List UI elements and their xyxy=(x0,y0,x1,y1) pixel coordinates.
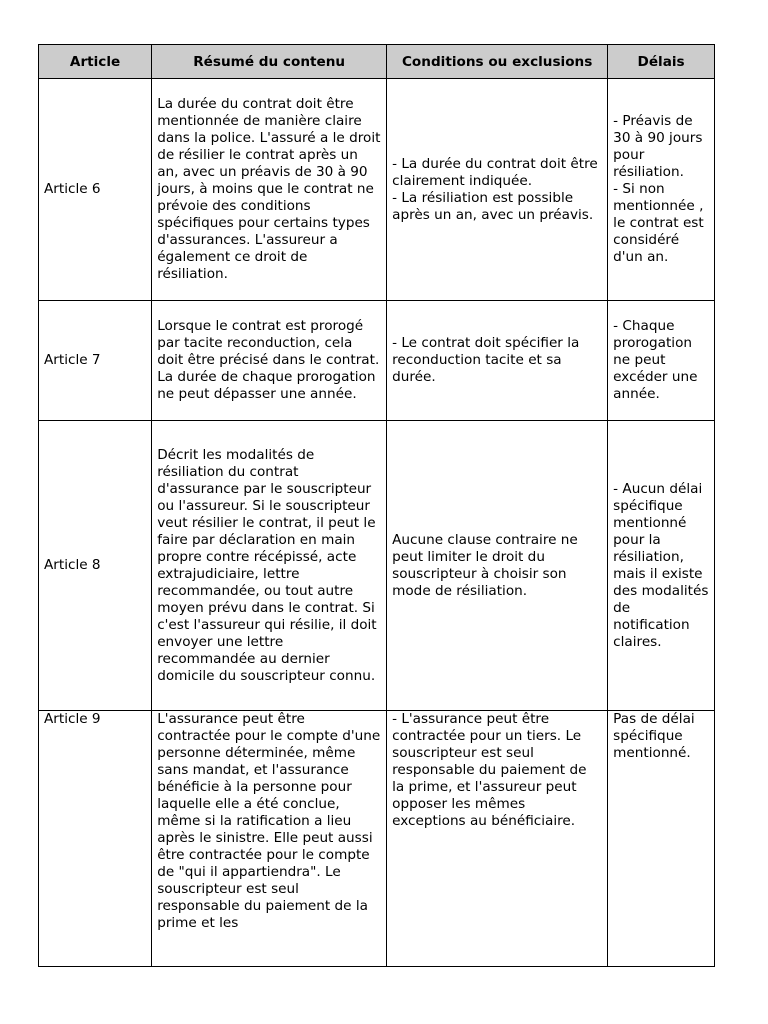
table-header-row xyxy=(39,45,715,79)
contract-articles-table xyxy=(38,44,715,967)
cell-article: Article 7 xyxy=(39,301,152,421)
cell-delais: - Préavis de 30 à 90 jours pour résiliation. - Si non mentionnée , le contrat est considéré d'un an. xyxy=(608,79,715,301)
cell-article: Article 8 xyxy=(39,421,152,711)
cell-conditions: Aucune clause contraire ne peut limiter le droit du souscripteur à choisir son mode de résiliation. xyxy=(387,421,608,711)
cell-article: Article 9 xyxy=(39,711,152,967)
cell-resume: Lorsque le contrat est prorogé par tacite reconduction, cela doit être précisé dans le contrat. La durée de chaque prorogation ne peut dépasser une année. xyxy=(152,301,387,421)
cell-resume: Décrit les modalités de résiliation du contrat d'assurance par le souscripteur ou l'assureur. Si le souscripteur veut résilier le contrat, il peut le faire par déclaration en main propre contre récépissé, acte extrajudiciaire, lettre recommandée, ou tout autre moyen prévu dans le contrat. Si c'est l'assureur qui résilie, il doit envoyer une lettre recommandée au dernier domicile du souscripteur connu. xyxy=(152,421,387,711)
table-row xyxy=(39,711,715,967)
cell-article: Article 6 xyxy=(39,79,152,301)
cell-delais: Pas de délai spécifique mentionné. xyxy=(608,711,715,967)
header-conditions: Conditions ou exclusions xyxy=(387,45,608,79)
cell-conditions: - L'assurance peut être contractée pour un tiers. Le souscripteur est seul responsable du paiement de la prime, et l'assureur peut opposer les mêmes exceptions au bénéficiaire. xyxy=(387,711,608,967)
table-row xyxy=(39,421,715,711)
cell-resume: La durée du contrat doit être mentionnée de manière claire dans la police. L'assuré a le droit de résilier le contrat après un an, avec un préavis de 30 à 90 jours, à moins que le contrat ne prévoie des conditions spécifiques pour certains types d'assurances. L'assureur a également ce droit de résiliation. xyxy=(152,79,387,301)
cell-conditions: - Le contrat doit spécifier la reconduction tacite et sa durée. xyxy=(387,301,608,421)
header-resume: Résumé du contenu xyxy=(152,45,387,79)
header-delais: Délais xyxy=(608,45,715,79)
table-row xyxy=(39,79,715,301)
cell-delais: - Aucun délai spécifique mentionné pour la résiliation, mais il existe des modalités de notification claires. xyxy=(608,421,715,711)
cell-delais: - Chaque prorogation ne peut excéder une année. xyxy=(608,301,715,421)
header-article: Article xyxy=(39,45,152,79)
table-row xyxy=(39,301,715,421)
cell-resume: L'assurance peut être contractée pour le compte d'une personne déterminée, même sans mandat, et l'assurance bénéficie à la personne pour laquelle elle a été conclue, même si la ratification a lieu après le sinistre. Elle peut aussi être contractée pour le compte de "qui il appartiendra". Le souscripteur est seul responsable du paiement de la prime et les xyxy=(152,711,387,967)
cell-conditions: - La durée du contrat doit être clairement indiquée. - La résiliation est possible après un an, avec un préavis. xyxy=(387,79,608,301)
